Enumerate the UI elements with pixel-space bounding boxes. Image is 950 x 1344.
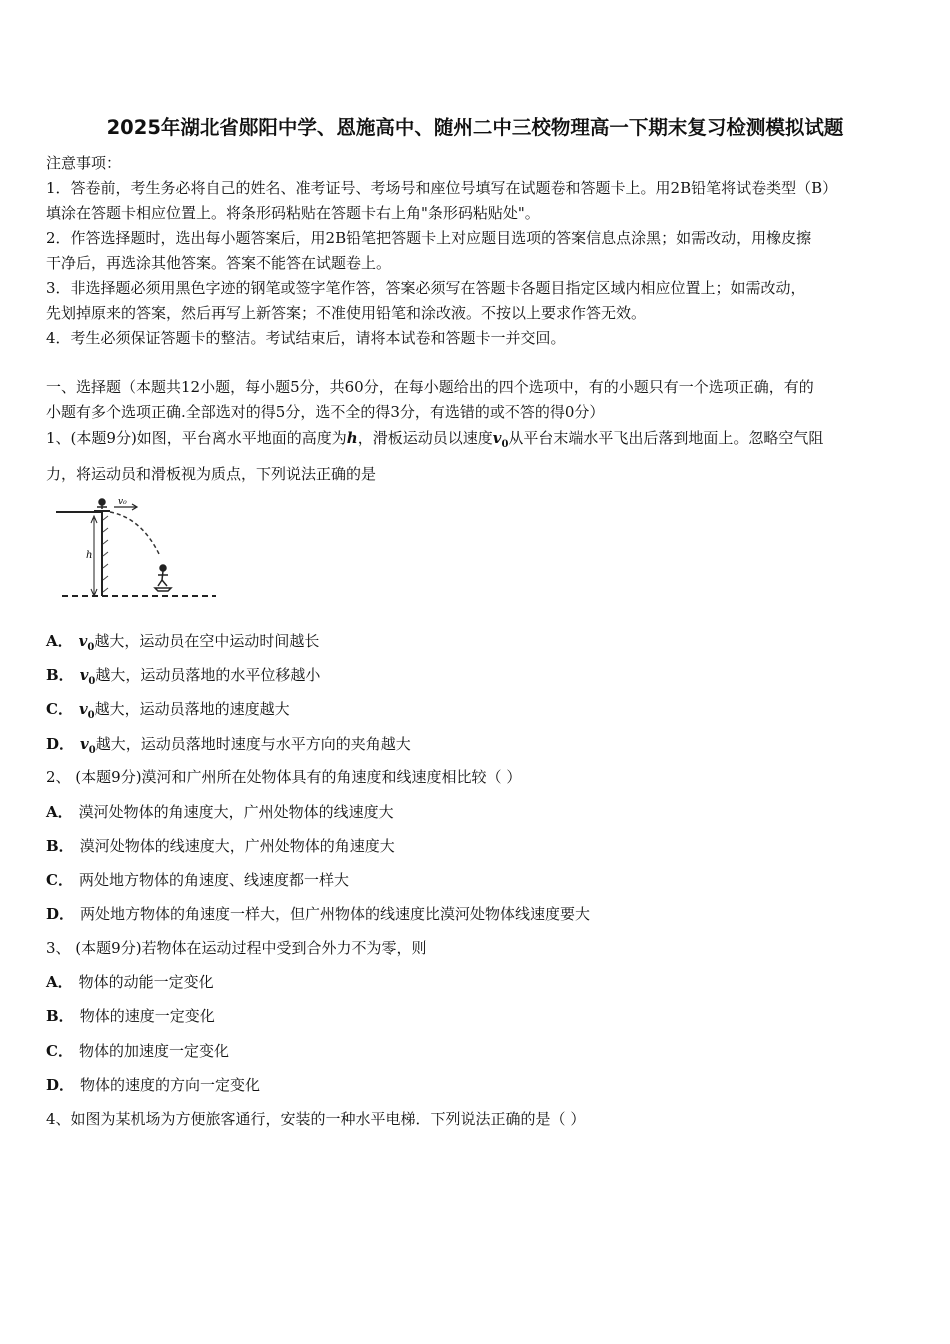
- q1-option-a[interactable]: A． $v_0$越大，运动员在空中运动时间越长: [46, 632, 320, 653]
- q3-option-c[interactable]: C． 物体的加速度一定变化: [46, 1042, 229, 1060]
- q1-stem-c: 从平台末端水平飞出后落到地面上。忽略空气阻: [508, 429, 824, 447]
- notice-line: 填涂在答题卡相应位置上。将条形码粘贴在答题卡右上角"条形码粘贴处"。: [46, 204, 540, 222]
- section-heading: 一、选择题（本题共12小题，每小题5分，共60分，在每小题给出的四个选项中，有的小题只有一个选项正确，有的: [46, 378, 814, 396]
- figure-velocity-label: v₀: [118, 497, 127, 507]
- q1-stem-line2: 力，将运动员和滑板视为质点，下列说法正确的是: [46, 465, 377, 483]
- q1-v0: $v_0$: [492, 429, 509, 450]
- notice-heading: 注意事项：: [46, 154, 122, 172]
- notice-line: 1．答卷前，考生务必将自己的姓名、准考证号、考场号和座位号填写在试题卷和答题卡上。用2B铅笔将试卷类型（B）: [46, 179, 838, 197]
- q3-option-b[interactable]: B． 物体的速度一定变化: [46, 1007, 215, 1025]
- q1-option-d[interactable]: D． $v_0$越大，运动员落地时速度与水平方向的夹角越大: [46, 735, 411, 756]
- notice-line: 3．非选择题必须用黑色字迹的钢笔或签字笔作答，答案必须写在答题卡各题目指定区域内相应位置上；如需改动，: [46, 279, 806, 297]
- q2-option-c[interactable]: C． 两处地方物体的角速度、线速度都一样大: [46, 871, 349, 889]
- q2-option-a[interactable]: A． 漠河处物体的角速度大，广州处物体的线速度大: [46, 803, 394, 821]
- q1-h: h: [346, 429, 358, 447]
- skater-landing-icon: [155, 565, 171, 591]
- notice-line: 4．考生必须保证答题卡的整洁。考试结束后，请将本试卷和答题卡一并交回。: [46, 329, 566, 347]
- q3-stem: 3、 (本题9分)若物体在运动过程中受到合外力不为零，则: [46, 939, 427, 957]
- q3-option-a[interactable]: A． 物体的动能一定变化: [46, 973, 214, 991]
- q2-stem: 2、 (本题9分)漠河和广州所在处物体具有的角速度和线速度相比较（ ）: [46, 768, 522, 786]
- q1-stem-b: ，滑板运动员以速度: [357, 429, 493, 447]
- notice-line: 先划掉原来的答案，然后再写上新答案；不准使用铅笔和涂改液。不按以上要求作答无效。: [46, 304, 647, 322]
- figure-height-label: h: [86, 550, 93, 561]
- q1-option-c[interactable]: C． $v_0$越大，运动员落地的速度越大: [46, 700, 290, 721]
- skater-icon: [94, 499, 110, 511]
- q4-stem: 4、如图为某机场为方便旅客通行，安装的一种水平电梯．下列说法正确的是（ ）: [46, 1110, 586, 1128]
- q2-option-b[interactable]: B． 漠河处物体的线速度大，广州处物体的角速度大: [46, 837, 395, 855]
- q1-option-b[interactable]: B． $v_0$越大，运动员落地的水平位移越小: [46, 666, 321, 687]
- page-title: 2025年湖北省郧阳中学、恩施高中、随州二中三校物理高一下期末复习检测模拟试题: [106, 116, 844, 139]
- q2-option-d[interactable]: D． 两处地方物体的角速度一样大，但广州物体的线速度比漠河处物体线速度要大: [46, 905, 591, 923]
- q1-stem: [46, 428, 823, 455]
- notice-line: 干净后，再选涂其他答案。答案不能答在试题卷上。: [46, 254, 392, 272]
- section-heading-cont: 小题有多个选项正确.全部选对的得5分，选不全的得3分，有选错的或不答的得0分）: [46, 403, 605, 421]
- skateboard-figure: [56, 496, 226, 606]
- q1-stem-a: 1、(本题9分)如图，平台离水平地面的高度为: [46, 429, 347, 447]
- q3-option-d[interactable]: D． 物体的速度的方向一定变化: [46, 1076, 261, 1094]
- notice-line: 2．作答选择题时，选出每小题答案后，用2B铅笔把答题卡上对应题目选项的答案信息点涂黑；如需改动，用橡皮擦: [46, 229, 812, 247]
